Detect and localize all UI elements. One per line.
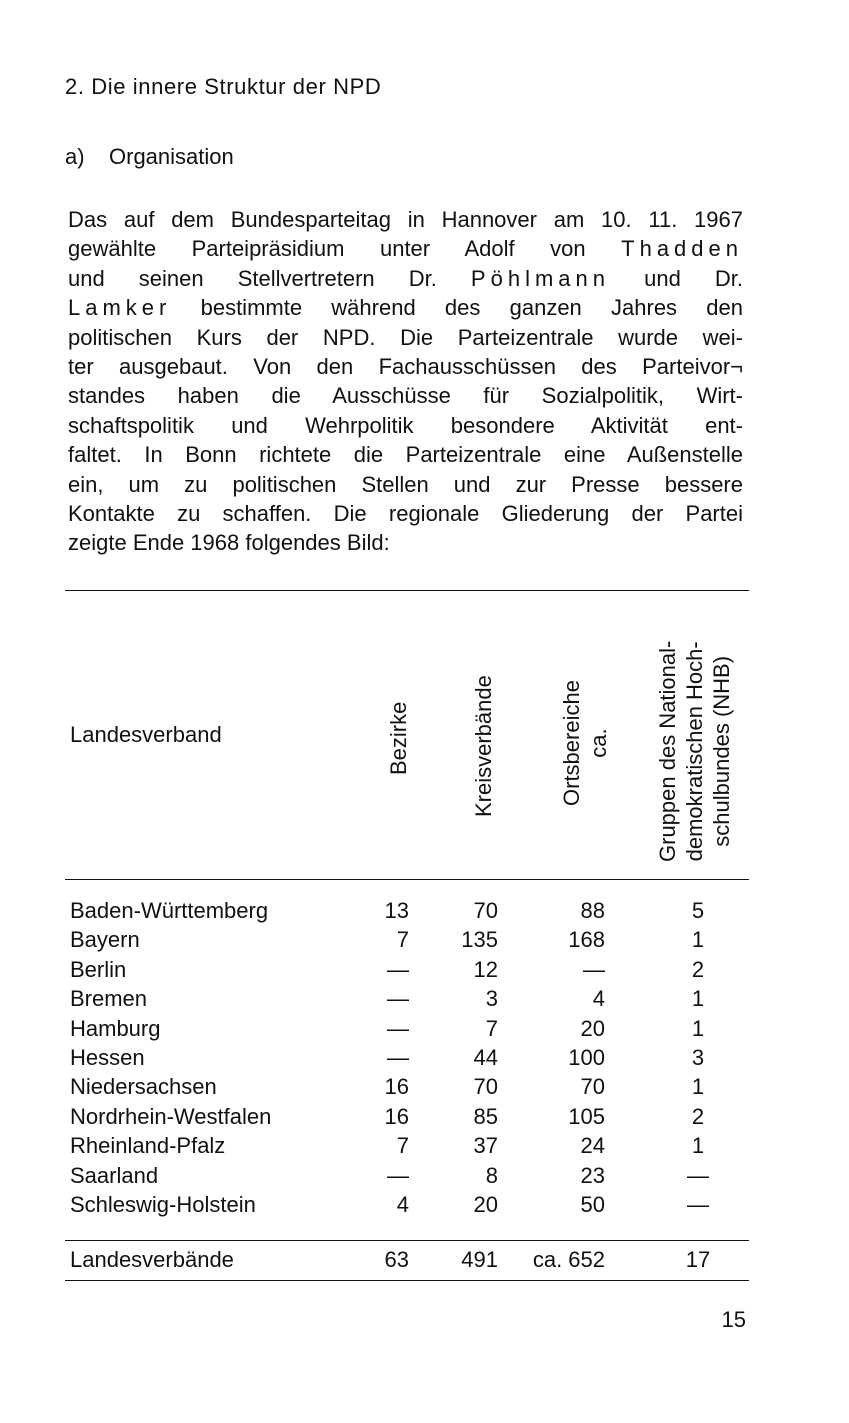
- paragraph-line: Das auf dem Bundesparteitag in Hannover am 10. 11. 1967: [68, 207, 743, 232]
- table-row: [0, 1014, 849, 1043]
- row-name: Hessen: [70, 1045, 145, 1070]
- header-nhb-gruppen: [654, 641, 735, 862]
- paragraph-line: faltet. In Bonn richtete die Parteizentrale eine Außenstelle: [68, 442, 743, 468]
- row-kreisverbaende: 8: [485, 1162, 498, 1188]
- row-ortsbereiche: —: [583, 956, 605, 982]
- table-row: [0, 925, 849, 954]
- row-nhb: 1: [691, 1074, 705, 1100]
- row-kreisverbaende: 70: [473, 898, 498, 923]
- paragraph-line: schaftspolitik und Wehrpolitik besondere Aktivität ent-: [68, 412, 743, 438]
- table-row: [0, 984, 849, 1013]
- header-landesverband: Landesverband: [70, 722, 222, 747]
- paragraph-line: [68, 264, 743, 293]
- row-kreisverbaende: 20: [473, 1192, 498, 1217]
- spaced-name: Pöhlmann: [470, 265, 610, 291]
- header-nhb-line: demokratischen Hoch-: [682, 641, 707, 862]
- paragraph-text: und seinen Stellvertretern Dr.: [68, 265, 437, 291]
- row-bezirke: —: [387, 1015, 409, 1041]
- row-name: Rheinland-Pfalz: [70, 1133, 226, 1159]
- header-kreisverbaende: Kreisverbände: [471, 675, 496, 817]
- total-name: Landesverbände: [70, 1247, 234, 1272]
- table-row: [0, 1161, 849, 1190]
- paragraph-line: [68, 234, 743, 263]
- row-ortsbereiche: 168: [568, 927, 605, 953]
- row-name: Saarland: [70, 1162, 159, 1188]
- table-row: [0, 955, 849, 984]
- row-kreisverbaende: 44: [473, 1045, 498, 1070]
- row-name: Hamburg: [70, 1015, 161, 1041]
- row-bezirke: 7: [396, 1133, 409, 1159]
- row-name: Berlin: [70, 956, 127, 982]
- total-bezirke: 63: [384, 1247, 409, 1272]
- row-ortsbereiche: 23: [580, 1162, 605, 1188]
- row-kreisverbaende: 7: [485, 1015, 498, 1041]
- row-kreisverbaende: 85: [473, 1103, 498, 1129]
- section-heading: 2. Die innere Struktur der NPD: [65, 74, 382, 99]
- table-row: [0, 1072, 849, 1101]
- paragraph-line: ter ausgebaut. Von den Fachausschüssen des Parteivor¬: [68, 353, 743, 379]
- table-row: [0, 1043, 849, 1072]
- header-ortsbereiche: [558, 680, 612, 806]
- paragraph-line: politischen Kurs der NPD. Die Parteizentrale wurde wei-: [68, 324, 743, 350]
- row-name: Bayern: [70, 927, 140, 953]
- total-ortsbereiche: ca. 652: [532, 1247, 605, 1272]
- paragraph-line: Kontakte zu schaffen. Die regionale Gliederung der Partei: [68, 500, 743, 526]
- row-nhb: 1: [691, 986, 705, 1012]
- row-ortsbereiche: 70: [580, 1074, 605, 1100]
- row-kreisverbaende: 12: [473, 956, 498, 982]
- row-ortsbereiche: 100: [568, 1045, 605, 1070]
- paragraph-text: gewählte Parteipräsidium unter Adolf von: [68, 236, 586, 262]
- subsection-heading: [65, 144, 234, 170]
- row-nhb: 2: [691, 1103, 705, 1129]
- row-kreisverbaende: 70: [473, 1074, 498, 1100]
- header-bezirke: Bezirke: [386, 701, 411, 775]
- table-row: [0, 1131, 849, 1160]
- header-ortsbereiche-line: Ortsbereiche: [559, 680, 584, 806]
- paragraph-line: ein, um zu politischen Stellen und zur Presse bessere: [68, 471, 743, 497]
- subsection-label: a): [65, 144, 85, 169]
- table-header-rule: [65, 879, 749, 880]
- paragraph-text: bestimmte während des ganzen Jahres den: [200, 295, 743, 321]
- paragraph-text: und Dr.: [644, 265, 743, 291]
- spaced-name: Thadden: [621, 236, 743, 262]
- row-nhb: 3: [691, 1045, 705, 1070]
- row-name: Nordrhein-Westfalen: [70, 1103, 272, 1129]
- row-bezirke: 16: [384, 1074, 409, 1100]
- row-kreisverbaende: 3: [485, 986, 498, 1012]
- paragraph-line: standes haben die Ausschüsse für Sozialpolitik, Wirt-: [68, 383, 743, 409]
- header-ortsbereiche-line: ca.: [586, 728, 611, 758]
- subsection-title: Organisation: [109, 144, 234, 169]
- total-nhb: 17: [685, 1247, 711, 1272]
- row-bezirke: —: [387, 1162, 409, 1188]
- row-nhb: 1: [691, 927, 705, 953]
- total-kreisverbaende: 491: [461, 1247, 498, 1272]
- row-ortsbereiche: 88: [580, 898, 605, 923]
- row-ortsbereiche: 24: [580, 1133, 605, 1159]
- row-name: Baden-Württemberg: [70, 898, 269, 923]
- row-kreisverbaende: 37: [473, 1133, 498, 1159]
- table-row: [0, 1190, 849, 1219]
- table-top-rule: [65, 590, 749, 591]
- spaced-name: Lamker: [68, 295, 172, 321]
- table-row: [0, 896, 849, 925]
- paragraph-line: zeigte Ende 1968 folgendes Bild:: [68, 530, 390, 556]
- row-name: Bremen: [70, 986, 148, 1012]
- row-nhb: 1: [691, 1133, 705, 1159]
- row-bezirke: 13: [384, 898, 409, 923]
- row-bezirke: 16: [384, 1103, 409, 1129]
- row-name: Niedersachsen: [70, 1074, 217, 1100]
- paragraph-line: [68, 293, 743, 322]
- row-bezirke: 7: [396, 927, 409, 953]
- row-nhb: —: [687, 1192, 709, 1217]
- body-paragraph: [68, 205, 743, 558]
- row-ortsbereiche: 105: [568, 1103, 605, 1129]
- row-nhb: 1: [691, 1015, 705, 1041]
- table-row: [0, 1102, 849, 1131]
- row-nhb: 2: [691, 956, 705, 982]
- row-bezirke: —: [387, 986, 409, 1012]
- row-kreisverbaende: 135: [461, 927, 498, 953]
- header-nhb-line: Gruppen des National-: [655, 640, 680, 862]
- table-total-rule: [65, 1240, 749, 1241]
- header-nhb-line: schulbundes (NHB): [709, 655, 734, 847]
- table-bottom-rule: [65, 1280, 749, 1281]
- row-ortsbereiche: 20: [580, 1015, 605, 1041]
- page-number: 15: [721, 1307, 746, 1332]
- row-bezirke: —: [387, 1045, 409, 1070]
- row-bezirke: 4: [396, 1192, 409, 1217]
- row-nhb: —: [687, 1162, 709, 1188]
- row-bezirke: —: [387, 956, 409, 982]
- table-total-row: [0, 1245, 849, 1274]
- row-nhb: 5: [691, 898, 705, 923]
- row-name: Schleswig-Holstein: [70, 1192, 256, 1217]
- row-ortsbereiche: 50: [580, 1192, 605, 1217]
- row-ortsbereiche: 4: [592, 986, 605, 1012]
